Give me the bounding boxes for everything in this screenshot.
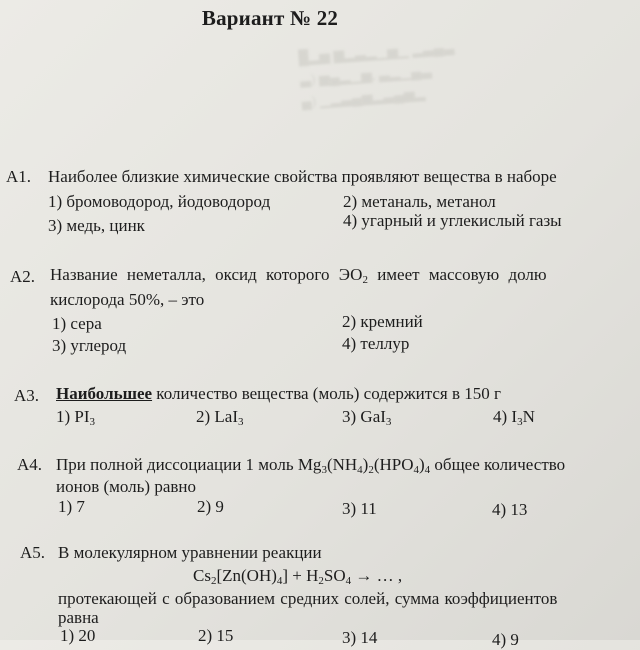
option-4[interactable]: 4) $I_3N$ xyxy=(493,407,535,428)
question-text: В молекулярном уравнении реакции xyxy=(58,543,322,562)
option-1[interactable]: 1) бромоводород, йодоводород xyxy=(48,192,271,211)
option-4[interactable]: 4) 9 xyxy=(492,630,519,649)
option-1[interactable]: 1) 7 xyxy=(58,497,85,516)
question-text: Название неметалла, оксид которого $ЭО_2$ имеет массовую долю xyxy=(50,265,547,286)
option-2[interactable]: 2) метаналь, метанол xyxy=(343,192,496,211)
option-4[interactable]: 4) 13 xyxy=(492,500,528,519)
option-3[interactable]: 3) 14 xyxy=(342,628,378,647)
question-number: A4. xyxy=(17,455,43,474)
question-text-cont: протекающей с образованием средних солей, сумма коэффициентов xyxy=(58,589,558,608)
option-4[interactable]: 4) теллур xyxy=(342,334,410,353)
question-number: A5. xyxy=(20,543,46,562)
option-3[interactable]: 3) углерод xyxy=(52,336,127,355)
question-number: A1. xyxy=(6,167,32,186)
option-2[interactable]: 2) кремний xyxy=(342,312,423,331)
question-text: Наибольшее количество вещества (моль) содержится в 150 г xyxy=(56,384,501,403)
question-text: При полной диссоциации 1 моль $Mg_3(NH_4)_2(HPO_4)_4$ общее количество xyxy=(56,455,566,476)
bleed-through-text: █▂▅ ▆▂▃▂▁▅▁ ▂▃▄▃ ▃) ▅▄▂▁▅, ▃▂▁▄▃ ▄) ▁▂▃▄▅▂▃▄▅▂ xyxy=(298,40,455,111)
option-1[interactable]: 1) $PI_3$ xyxy=(56,407,96,428)
option-1[interactable]: 1) сера xyxy=(52,314,102,333)
option-1[interactable]: 1) 20 xyxy=(60,626,96,645)
option-3[interactable]: 3) медь, цинк xyxy=(48,216,145,235)
option-2[interactable]: 2) LaI$_3$ xyxy=(196,407,244,428)
question-number: A3. xyxy=(14,386,40,405)
question-text-cont: кислорода 50%, – это xyxy=(50,290,205,309)
option-3[interactable]: 3) GaI$_3$ xyxy=(342,407,392,428)
option-4[interactable]: 4) угарный и углекислый газы xyxy=(343,211,562,230)
reaction-equation: $Cs_2[Zn(OH)_4] + H_2SO_4$ → … , xyxy=(193,566,403,587)
question-text-cont: ионов (моль) равно xyxy=(56,477,196,496)
question-text-cont: равна xyxy=(58,608,99,627)
emphasis-word: Наибольшее xyxy=(56,384,153,403)
option-2[interactable]: 2) 9 xyxy=(197,497,224,516)
question-text: Наиболее близкие химические свойства проявляют вещества в наборе xyxy=(48,167,557,186)
variant-title: Вариант № 22 xyxy=(201,6,339,30)
option-2[interactable]: 2) 15 xyxy=(198,626,234,645)
option-3[interactable]: 3) 11 xyxy=(342,499,377,518)
question-number: A2. xyxy=(10,267,36,286)
